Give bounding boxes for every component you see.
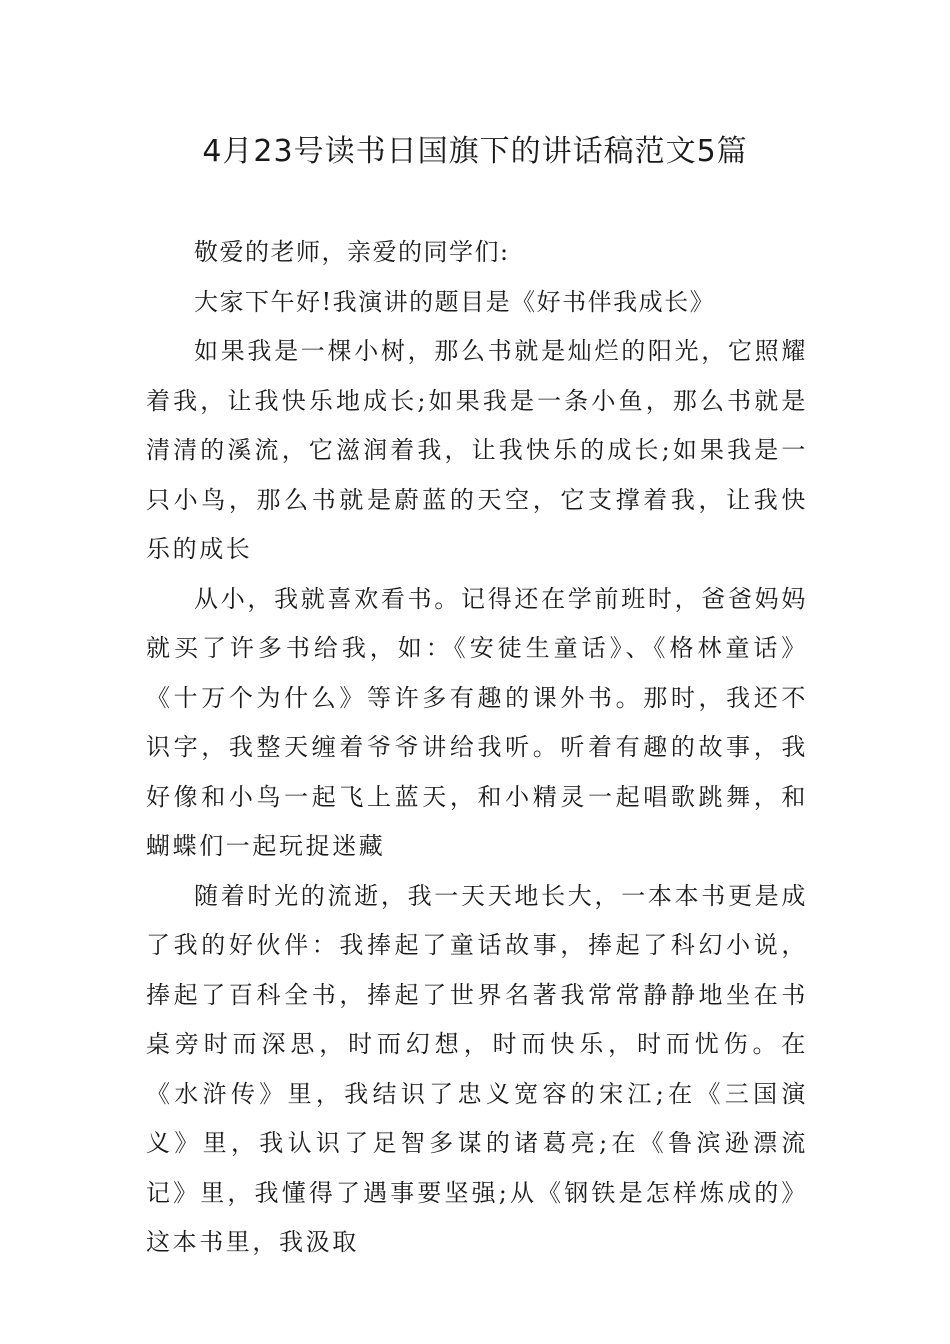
paragraph: 随着时光的流逝，我一天天地长大，一本本书更是成了我的好伙伴：我捧起了童话故事，捧起了科幻小说，捧起了百科全书，捧起了世界名著我常常静静地坐在书桌旁时而深思，时而幻想，时而快乐，时而忧伤。在《水浒传》里，我结识了忠义宽容的宋江;在《三国演义》里，我认识了足智多谋的诸葛亮;在《鲁滨逊漂流记》里，我懂得了遇事要坚强;从《钢铁是怎样炼成的》这本书里，我汲取 <box>146 881 808 1256</box>
paragraph: 从小，我就喜欢看书。记得还在学前班时，爸爸妈妈就买了许多书给我，如：《安徒生童话》、《格林童话》《十万个为什么》等许多有趣的课外书。那时，我还不识字，我整天缠着爷爷讲给我听。听着有趣的故事，我好像和小鸟一起飞上蓝天，和小精灵一起唱歌跳舞，和蝴蝶们一起玩捉迷藏 <box>146 584 808 860</box>
paragraph-greeting: 大家下午好!我演讲的题目是《好书伴我成长》 <box>194 287 716 316</box>
paragraph: 如果我是一棵小树，那么书就是灿烂的阳光，它照耀着我，让我快乐地成长;如果我是一条小鱼，那么书就是清清的溪流，它滋润着我，让我快乐的成长;如果我是一只小鸟，那么书就是蔚蓝的天空，它支撑着我，让我快乐的成长 <box>146 337 808 563</box>
paragraph-salutation: 敬爱的老师，亲爱的同学们: <box>194 238 510 266</box>
document-title: 4月23号读书日国旗下的讲话稿范文5篇 <box>202 134 748 169</box>
document-body <box>146 228 808 1268</box>
